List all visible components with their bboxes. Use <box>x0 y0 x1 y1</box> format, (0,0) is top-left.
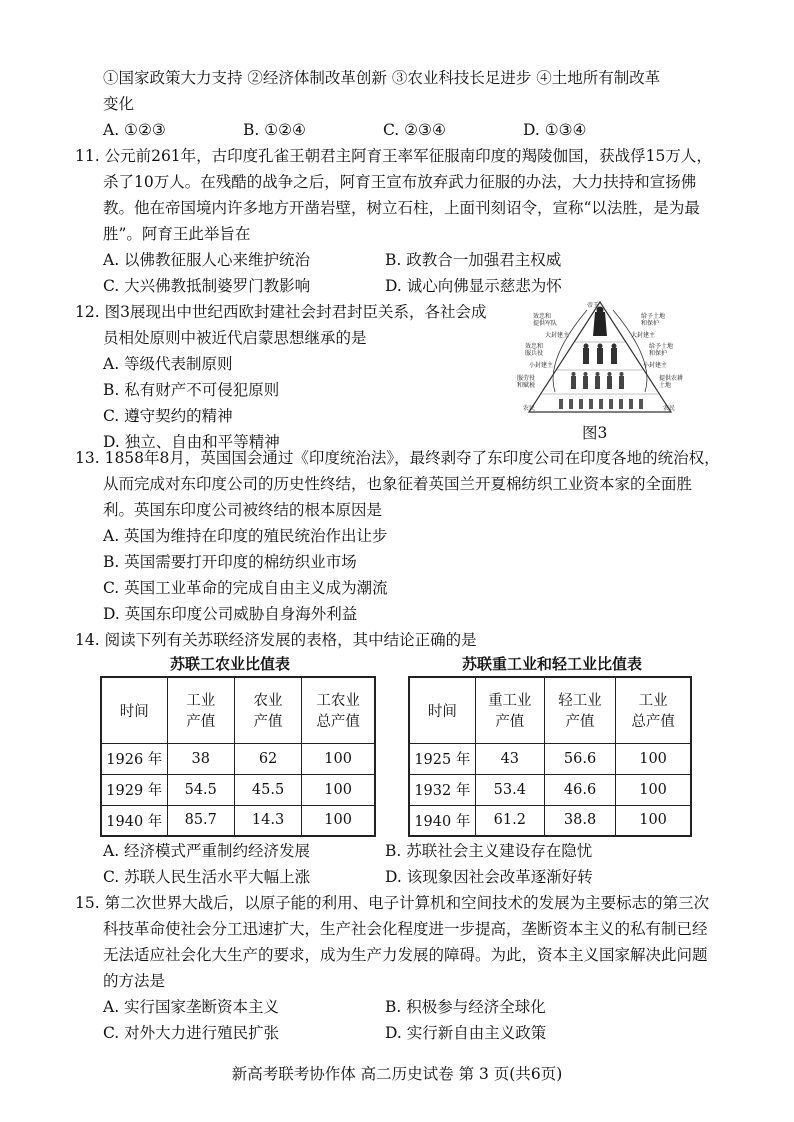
q12-option-c: C. 遵守契约的精神 <box>103 407 233 425</box>
table-cell: 100 <box>616 774 691 805</box>
q15-option-d: D. 实行新自由主义政策 <box>385 1024 547 1042</box>
hdr-part: 产值 <box>253 714 283 731</box>
table2-header <box>616 677 691 743</box>
table1-title: 苏联工农业比值表 <box>170 655 291 673</box>
fig-label-mid-right-2: 和保护 <box>649 350 668 357</box>
hdr-part: 总产值 <box>631 714 675 731</box>
hdr-part: 产值 <box>186 714 216 731</box>
table-cell: 1926 年 <box>101 743 167 774</box>
q12-option-a: A. 等级代表制原则 <box>103 355 233 373</box>
fig-label-top-left-1: 效忠和 <box>533 313 552 320</box>
table-cell: 38 <box>167 743 234 774</box>
q10-line2: 变化 <box>103 95 135 113</box>
table-cell: 100 <box>302 743 375 774</box>
q15-option-a: A. 实行国家垄断资本主义 <box>103 998 280 1016</box>
q11-option-d: D. 诚心向佛显示慈悲为怀 <box>385 277 562 295</box>
table-cell: 1932 年 <box>409 774 475 805</box>
q13-line1: 13. 1858年8月，英国国会通过《印度统治法》，最终剥夺了东印度公司在印度各地的统治权， <box>75 449 720 467</box>
q15-line2: 科技革命使社会分工迅速扩大，生产社会化程度进一步提高，垄断资本主义的私有制已经 <box>103 920 708 938</box>
feudal-pyramid-figure <box>515 300 685 418</box>
table-heavy-light-industry <box>408 676 692 837</box>
q15-line3: 无法适应社会化大生产的要求，成为生产力发展的障碍。为此，资本主义国家解决此问题 <box>103 946 708 964</box>
table-agri-industry <box>100 676 376 837</box>
table-cell: 46.6 <box>544 774 615 805</box>
hdr-part: 工业 <box>186 693 216 710</box>
table1-header: 时间 <box>101 677 167 743</box>
q14-option-a: A. 经济模式严重制约经济发展 <box>103 842 311 860</box>
fig-label-low-left-2: 和赋税 <box>517 382 536 389</box>
q11-line3: 教。他在帝国境内许多地方开凿岩壁，树立石柱，上面刊刻诏令，宣称“以法胜，是为最 <box>103 199 700 217</box>
fig-label-mid-left-1: 效忠和 <box>525 343 544 350</box>
q12-option-b: B. 私有财产不可侵犯原则 <box>103 381 280 399</box>
table-cell: 1940 年 <box>409 805 475 836</box>
table-cell: 38.8 <box>544 805 615 836</box>
fig-label-big-lord-left: 大封建主 <box>545 332 570 339</box>
fig-label-big-lord-right: 大封建主 <box>631 332 656 339</box>
table2-header <box>544 677 615 743</box>
hdr-part: 产值 <box>565 714 595 731</box>
q12-option-d: D. 独立、自由和平等精神 <box>103 433 280 451</box>
table-cell: 1940 年 <box>101 805 167 836</box>
table-row <box>409 774 691 805</box>
table-cell: 61.2 <box>475 805 544 836</box>
q11-option-c: C. 大兴佛教抵制婆罗门教影响 <box>103 277 311 295</box>
fig-label-mid-left-2: 服兵役 <box>525 350 544 357</box>
hdr-part: 总产值 <box>316 714 360 731</box>
table-cell: 62 <box>234 743 301 774</box>
q14-option-b: B. 苏联社会主义建设存在隐忧 <box>385 842 593 860</box>
table-cell: 14.3 <box>234 805 301 836</box>
hdr-part: 工业 <box>638 693 668 710</box>
table-cell: 100 <box>302 774 375 805</box>
table-cell: 43 <box>475 743 544 774</box>
q10-option-c: C. ②③④ <box>383 121 446 139</box>
q10-option-b: B. ①②④ <box>243 121 306 139</box>
table-row <box>409 743 691 774</box>
q11-line2: 杀了10万人。在残酷的战争之后，阿育王宣布放弃武力征服的办法，大力扶持和宣扬佛 <box>103 173 697 191</box>
q12-line2: 员相处原则中被近代启蒙思想继承的是 <box>103 329 367 347</box>
hdr-part: 农业 <box>253 693 283 710</box>
table1-header <box>167 677 234 743</box>
table-row <box>101 774 375 805</box>
q11-line4: 胜”。阿育王此举旨在 <box>103 225 251 243</box>
q11-option-b: B. 政教合一加强君主权威 <box>385 251 562 269</box>
fig-label-low-left-1: 服劳役 <box>517 375 536 382</box>
q12-line1: 12. 图3展现出中世纪西欧封建社会封君封臣关系，各社会成 <box>75 303 487 321</box>
q14-option-c: C. 苏联人民生活水平大幅上涨 <box>103 868 311 886</box>
q11-option-a: A. 以佛教征服人心来维护统治 <box>103 251 311 269</box>
q14-stem: 14. 阅读下列有关苏联经济发展的表格，其中结论正确的是 <box>75 631 477 649</box>
page-footer: 新高考联考协作体 高二历史试卷 第 3 页(共6页) <box>231 1065 563 1083</box>
fig-label-top-right-2: 和保护 <box>641 320 660 327</box>
q10-option-a: A. ①②③ <box>103 121 166 139</box>
q13-option-a: A. 英国为维持在印度的殖民统治作出让步 <box>103 527 388 545</box>
q15-option-c: C. 对外大力进行殖民扩张 <box>103 1024 280 1042</box>
q15-line1: 15. 第二次世界大战后，以原子能的利用、电子计算机和空间技术的发展为主要标志的第三次 <box>75 894 710 912</box>
hdr-part: 重工业 <box>488 693 532 710</box>
q10-option-d: D. ①③④ <box>523 121 587 139</box>
q15-option-b: B. 积极参与经济全球化 <box>385 998 546 1016</box>
table-cell: 100 <box>616 743 691 774</box>
big-lord-figures <box>583 344 617 365</box>
king-figure <box>593 312 607 336</box>
table-row <box>101 743 375 774</box>
table-cell: 1929 年 <box>101 774 167 805</box>
table2-header <box>475 677 544 743</box>
table1-header-row <box>101 677 375 743</box>
peasant-figures <box>559 399 643 409</box>
q13-option-c: C. 英国工业革命的完成自由主义成为潮流 <box>103 579 388 597</box>
table-cell: 54.5 <box>167 774 234 805</box>
table-row <box>101 805 375 836</box>
figure-caption: 图3 <box>582 424 608 442</box>
q13-line2: 从而完成对东印度公司的历史性终结，也象征着英国兰开夏棉纺织工业资本家的全面胜 <box>103 475 693 493</box>
q13-option-b: B. 英国需要打开印度的棉纺织业市场 <box>103 553 357 571</box>
fig-label-king: 帝王 <box>587 302 600 309</box>
fig-label-small-lord-right: 小封建主 <box>643 362 668 369</box>
fig-label-small-lord-left: 小封建主 <box>529 362 554 369</box>
small-lord-figures <box>571 372 624 389</box>
fig-label-low-right-1: 提供农耕 <box>659 375 684 382</box>
hdr-part: 轻工业 <box>558 693 602 710</box>
table-cell: 85.7 <box>167 805 234 836</box>
table-row <box>409 805 691 836</box>
table1-header <box>234 677 301 743</box>
hdr-part: 工农业 <box>316 693 360 710</box>
q13-option-d: D. 英国东印度公司威胁自身海外利益 <box>103 605 358 623</box>
table2-header-row <box>409 677 691 743</box>
table-cell: 53.4 <box>475 774 544 805</box>
table-cell: 56.6 <box>544 743 615 774</box>
fig-label-mid-right-1: 给予土地 <box>649 343 674 350</box>
q15-line4: 的方法是 <box>103 972 166 990</box>
q11-line1: 11. 公元前261年，古印度孔雀王朝君主阿育王率军征服南印度的羯陵伽国，获战俘15万人， <box>75 147 712 165</box>
table-cell: 45.5 <box>234 774 301 805</box>
table-cell: 100 <box>616 805 691 836</box>
fig-label-peasant-right: 农民 <box>663 405 676 412</box>
fig-label-peasant-left: 农民 <box>523 405 536 412</box>
hdr-part: 产值 <box>495 714 525 731</box>
fig-label-top-right-1: 给予土地 <box>641 313 666 320</box>
table-cell: 1925 年 <box>409 743 475 774</box>
table1-header <box>302 677 375 743</box>
table-cell: 100 <box>302 805 375 836</box>
fig-label-low-right-2: 土地 <box>659 382 672 389</box>
fig-label-top-left-2: 提供军队 <box>533 320 558 327</box>
table2-title: 苏联重工业和轻工业比值表 <box>462 655 643 673</box>
table2-header: 时间 <box>409 677 475 743</box>
q14-option-d: D. 该现象因社会改革逐渐好转 <box>385 868 593 886</box>
q10-line1: ①国家政策大力支持 ②经济体制改革创新 ③农业科技长足进步 ④土地所有制改革 <box>103 69 661 87</box>
q13-line3: 利。英国东印度公司被终结的根本原因是 <box>103 501 383 519</box>
